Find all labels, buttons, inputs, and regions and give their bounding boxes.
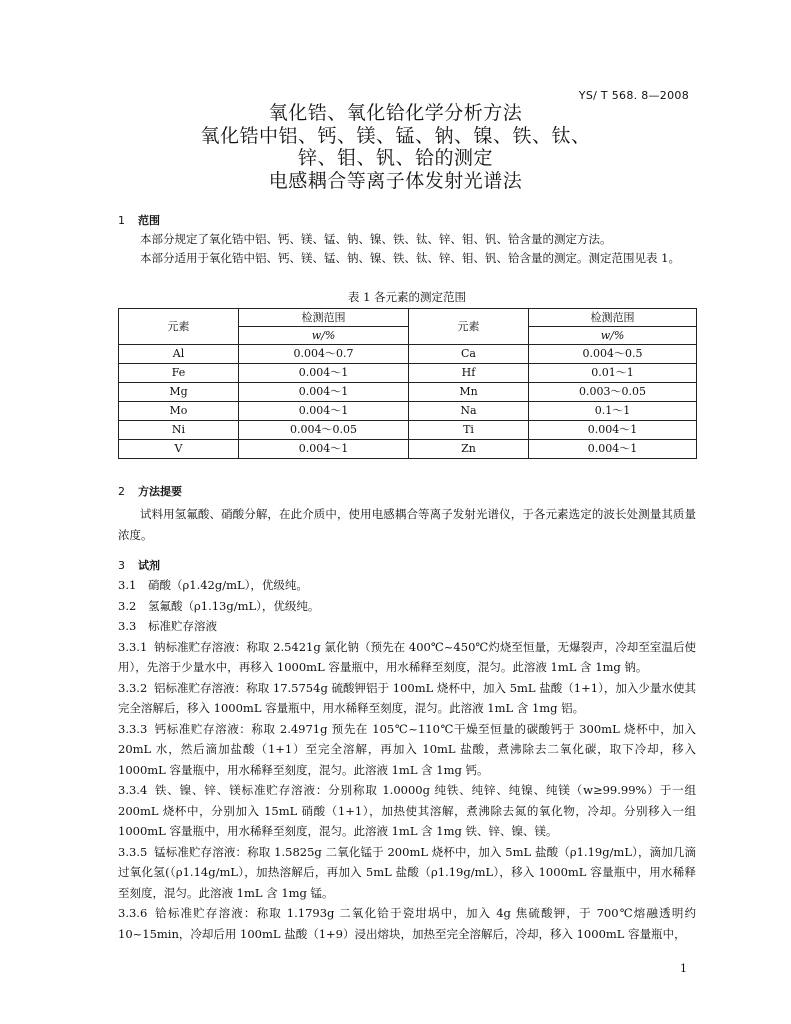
- section-reagents: [118, 557, 696, 944]
- table-block: [118, 289, 696, 459]
- list-item: 3.1 硝酸（ρ1.42g/mL），优级纯。: [118, 578, 308, 592]
- list-item: 3.3.5 锰标准贮存溶液：称取 1.5825g 二氧化锰于 200mL 烧杯中，加入 5mL 盐酸（ρ1.19g/mL），滴加几滴过氧化氢(（ρ1.14g/mL），加热溶解后，再加入 5mL 盐酸（ρ1.19g/mL），移入 1000mL 容量瓶中，用水稀释至刻度，混匀。此溶液 1mL 含 1mg 锰。: [118, 844, 696, 900]
- range-cell: 0.004～0.7: [239, 345, 409, 364]
- element-cell: Hf: [409, 364, 529, 383]
- range-cell: 0.004～1: [529, 440, 697, 459]
- range-cell: 0.004～0.05: [239, 421, 409, 440]
- standard-code: YS/ T 568. 8—2008: [578, 89, 689, 102]
- document-title: [0, 102, 791, 192]
- range-cell: 0.004～1: [239, 440, 409, 459]
- table-row: [119, 402, 697, 421]
- paragraph: 试料用氢氟酸、硝酸分解，在此介质中，使用电感耦合等离子发射光谱仪，于各元素选定的波长处测量其质量浓度。: [118, 507, 696, 542]
- section-scope: [118, 212, 696, 268]
- title-line: 锌、钼、钒、铪的测定: [297, 147, 493, 169]
- section-heading: 3 试剂: [118, 559, 160, 572]
- element-cell: Al: [119, 345, 239, 364]
- list-item: 3.3.3 钙标准贮存溶液：称取 2.4971g 预先在 105℃~110℃干燥至恒量的碳酸钙于 300mL 烧杯中，加入 20mL 水，然后滴加盐酸（1+1）至完全溶解，再加入 10mL 盐酸，煮沸除去二氧化碳，取下冷却，移入 1000mL 容量瓶中，用水稀释至刻度，混匀。此溶液 1mL 含 1mg 钙。: [118, 721, 696, 777]
- title-line: 氧化锆中铝、钙、镁、锰、钠、镍、铁、钛、: [200, 124, 591, 147]
- table-row: [119, 421, 697, 440]
- ranges-table: [118, 308, 697, 459]
- table-caption: 表 1 各元素的测定范围: [347, 290, 467, 304]
- list-item: 3.3.1 钠标准贮存溶液：称取 2.5421g 氯化钠（预先在 400℃~450℃灼烧至恒量，无爆裂声，冷却至室温后使用），先溶于少量水中，再移入 1000mL 容量瓶中，用水稀释至刻度，混匀。此溶液 1mL 含 1mg 钠。: [118, 639, 696, 674]
- element-cell: V: [119, 440, 239, 459]
- range-cell: 0.1～1: [529, 402, 697, 421]
- element-cell: Ni: [119, 421, 239, 440]
- title-line: 电感耦合等离子体发射光谱法: [268, 169, 523, 192]
- range-cell: 0.004～1: [239, 364, 409, 383]
- column-header: 元素: [119, 309, 239, 345]
- list-item: 3.3.4 铁、镍、锌、镁标准贮存溶液：分别称取 1.0000g 纯铁、纯锌、纯镍、纯镁（w≥99.99%）于一组 200mL 烧杯中，分别加入 15mL 硝酸（1+1），加热使其溶解，煮沸除去氮的氧化物，冷却。分别移入一组 1000mL 容量瓶中，用水稀释至刻度，混匀。此溶液 1mL 含 1mg 铁、锌、镍、镁。: [118, 783, 696, 838]
- list-item: 3.3.2 铝标准贮存溶液：称取 17.5754g 硫酸钾铝于 100mL 烧杯中，加入 5mL 盐酸（1+1），加入少量水使其完全溶解后，移入 1000mL 容量瓶中，用水稀释至刻度，混匀。此溶液 1mL 含 1mg 铝。: [118, 680, 696, 715]
- column-header: 检测范围: [529, 309, 697, 327]
- range-cell: 0.004～1: [239, 402, 409, 421]
- table-header-row: [119, 309, 697, 327]
- element-cell: Zn: [409, 440, 529, 459]
- element-cell: Mn: [409, 383, 529, 402]
- element-cell: Mg: [119, 383, 239, 402]
- section-heading: 1 范围: [118, 214, 160, 227]
- paragraph: 本部分规定了氧化锆中铝、钙、镁、锰、钠、镍、铁、钛、锌、钼、钒、铪含量的测定方法。: [140, 232, 612, 246]
- column-header: 元素: [409, 309, 529, 345]
- element-cell: Ti: [409, 421, 529, 440]
- element-cell: Fe: [119, 364, 239, 383]
- paragraph: 本部分适用于氧化锆中铝、钙、镁、锰、钠、镍、铁、钛、锌、钼、钒、铪含量的测定。测定范围见表 1。: [140, 251, 680, 265]
- element-cell: Mo: [119, 402, 239, 421]
- list-item: 3.2 氢氟酸（ρ1.13g/mL），优级纯。: [118, 598, 320, 613]
- range-cell: 0.01～1: [529, 364, 697, 383]
- table-row: [119, 383, 697, 402]
- title-line: 氧化锆、氧化铪化学分析方法: [268, 102, 523, 124]
- table-row: [119, 440, 697, 459]
- list-item: 3.3.6 铪标准贮存溶液：称取 1.1793g 二氧化铪于瓷坩埚中，加入 4g 焦硫酸钾，于 700℃熔融透明约 10~15min，冷却后用 100mL 盐酸（1+9）浸出熔块，加热至完全溶解后，冷却，移入 1000mL 容量瓶中，: [118, 906, 696, 941]
- list-item: 3.3 标准贮存溶液: [118, 619, 217, 633]
- range-cell: 0.003～0.05: [529, 383, 697, 402]
- range-cell: 0.004～0.5: [529, 345, 697, 364]
- section-heading: 2 方法提要: [118, 485, 182, 498]
- table-row: [119, 345, 697, 364]
- range-cell: 0.004～1: [239, 383, 409, 402]
- section-method-summary: [118, 483, 696, 545]
- element-cell: Ca: [409, 345, 529, 364]
- element-cell: Na: [409, 402, 529, 421]
- unit-header: w/%: [529, 327, 697, 345]
- column-header: 检测范围: [239, 309, 409, 327]
- table-row: [119, 364, 697, 383]
- page-number: 1: [680, 962, 687, 975]
- unit-header: w/%: [239, 327, 409, 345]
- range-cell: 0.004～1: [529, 421, 697, 440]
